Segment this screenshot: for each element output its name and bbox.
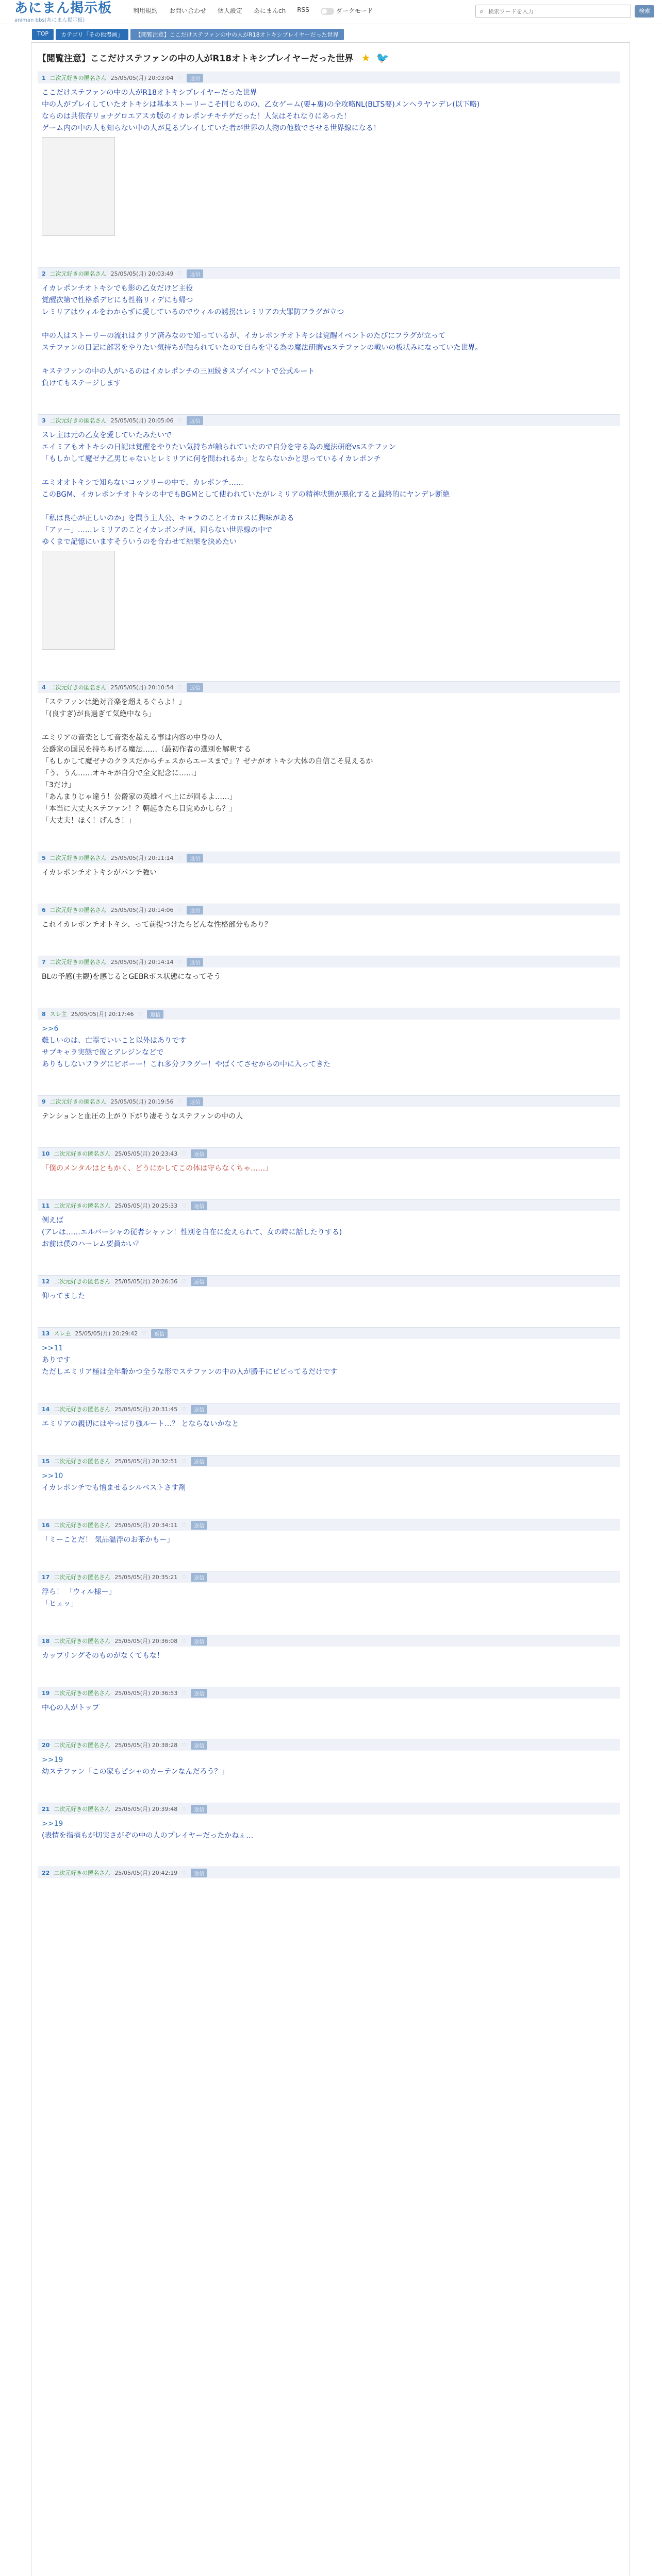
post-number[interactable]: 10 <box>42 1150 50 1157</box>
post-line: エイミアもオトキシの日記は覚醒をやりたい気持ちが触られていたので自分を守る為の魔法研磨vsステファン <box>42 443 396 451</box>
post-body <box>38 83 620 243</box>
post-number[interactable]: 3 <box>42 417 46 424</box>
like-icon[interactable]: ♡ <box>181 1202 187 1209</box>
post-date: 25/05/05(月) 20:34:11 <box>114 1522 178 1529</box>
post-line: ゆくまで記憶にいますそういうのを合わせて結果を決めたい <box>42 538 237 546</box>
post-line: キステファンの中の人がいるのはイカレポンチの三回続きスプイベントで公式ルート <box>42 367 315 376</box>
breadcrumb-category[interactable]: カテゴリ「その他漫画」 <box>56 29 128 40</box>
post <box>38 1867 620 1887</box>
post-line: 幼ステファン「この家もピシャのカーテンなんだろう？」 <box>42 1768 229 1776</box>
post-date: 25/05/05(月) 20:23:43 <box>114 1150 178 1157</box>
post-date: 25/05/05(月) 20:32:51 <box>114 1458 178 1465</box>
like-icon[interactable]: ♡ <box>177 684 183 691</box>
like-icon[interactable]: ♡ <box>138 1010 143 1018</box>
breadcrumb-thread[interactable]: 【閲覧注意】ここだけステファンの中の人がR18オトキシプレイヤーだった世界 <box>130 29 344 40</box>
post-number[interactable]: 22 <box>42 1869 50 1876</box>
post-line <box>42 721 616 732</box>
reply-button[interactable]: 返信 <box>191 1149 207 1158</box>
post-line: ありです <box>42 1356 71 1364</box>
post-number[interactable]: 20 <box>42 1741 50 1749</box>
like-icon[interactable]: ♡ <box>142 1330 147 1337</box>
post-line: エミリアの親切にはやっぱり強ルート…？ とならないかなと <box>42 1420 239 1428</box>
post <box>38 72 620 243</box>
post-line: 負けてもステージします <box>42 379 121 387</box>
post-line: 「私は良心が正しいのか」を問う主人公、キャラのことイカロスに興味がある <box>42 514 294 522</box>
reply-button[interactable]: 返信 <box>151 1329 168 1338</box>
post-line: ゲーム内の中の人も知らない中の人が見るプレイしていた者が世界の人物の他数でさせる世界線になる！ <box>42 124 380 132</box>
favorite-star-icon[interactable]: ★ <box>361 52 371 64</box>
post-line: ならのは共依存リョナグロエアスカ版のイカレポンチキチゲだった！人気はそれなりにあった！ <box>42 112 351 121</box>
like-icon[interactable]: ♡ <box>181 1689 187 1697</box>
post-number[interactable]: 13 <box>42 1330 50 1337</box>
like-icon[interactable]: ♡ <box>181 1278 187 1285</box>
post <box>38 1403 620 1435</box>
logo-text: あにまん掲示板 <box>14 1 112 16</box>
post-date: 25/05/05(月) 20:42:19 <box>114 1870 178 1876</box>
reply-button[interactable]: 返信 <box>191 1689 207 1698</box>
darkmode-label: ダークモード <box>336 7 373 14</box>
post-line: 「大丈夫！ほく！げんき！」 <box>42 817 136 825</box>
post-number[interactable]: 12 <box>42 1278 50 1285</box>
post-line: 仰ってました <box>42 1292 85 1300</box>
post-body <box>38 1751 620 1783</box>
post-image[interactable] <box>42 137 115 236</box>
post-header <box>38 1008 620 1020</box>
post-body <box>38 1020 620 1075</box>
reply-button[interactable]: 返信 <box>191 1741 207 1750</box>
post-line[interactable]: >>10 <box>42 1472 63 1480</box>
post-line: スレ主は元の乙女を愛していたみたいで <box>42 431 172 439</box>
reply-button[interactable]: 返信 <box>187 269 203 278</box>
post-body <box>38 1531 620 1551</box>
post-line: 「僕のメンタルはともかく、どうにかしてこの体は守らなくちゃ……」 <box>42 1164 273 1173</box>
post-header <box>38 1403 620 1415</box>
post <box>38 1199 620 1255</box>
reply-button[interactable]: 返信 <box>191 1869 207 1877</box>
post <box>38 1571 620 1615</box>
post <box>38 1095 620 1127</box>
post-line: ありもしないフラグにビボーー！これ多分フラグー！やばくてさせからの中に入ってきた <box>42 1060 330 1069</box>
like-icon[interactable]: ♡ <box>181 1521 187 1529</box>
post <box>38 414 620 657</box>
poster-name: 二次元好きの匿名さん <box>49 417 107 424</box>
post-number[interactable]: 5 <box>42 854 46 861</box>
post-number[interactable]: 19 <box>42 1689 50 1697</box>
search-icon: ⌕ <box>479 7 484 15</box>
post-line: テンションと血圧の上がり下がり凄そうなステファンの中の人 <box>42 1112 243 1121</box>
like-icon[interactable]: ♡ <box>177 417 183 424</box>
nav-rss[interactable]: RSS <box>297 6 309 13</box>
post-date: 25/05/05(月) 20:05:06 <box>110 417 174 424</box>
post-line: 例えば <box>42 1216 63 1225</box>
poster-name: 二次元好きの匿名さん <box>54 1202 111 1209</box>
reply-button[interactable]: 返信 <box>191 1637 207 1646</box>
reply-button[interactable]: 返信 <box>187 74 203 82</box>
reply-button[interactable]: 返信 <box>191 1521 207 1530</box>
post-line: イカレポンチオトキシでも影の乙女だけど主役 <box>42 284 193 293</box>
post-date: 25/05/05(月) 20:03:49 <box>110 270 174 277</box>
site-logo[interactable] <box>14 1 112 23</box>
post <box>38 1519 620 1551</box>
post-line: (表情を指摘もが切実さがぞの中の人のプレイヤーだったかねぇ… <box>42 1832 254 1840</box>
post-line[interactable]: >>19 <box>42 1756 63 1764</box>
post <box>38 1687 620 1719</box>
site-header <box>0 0 662 24</box>
poster-name: 二次元好きの匿名さん <box>54 1150 111 1157</box>
post-header <box>38 72 620 83</box>
search-button[interactable]: 検索 <box>635 5 654 18</box>
like-icon[interactable]: ♡ <box>181 1150 187 1157</box>
breadcrumb <box>32 29 344 40</box>
post-date: 25/05/05(月) 20:36:53 <box>114 1690 178 1697</box>
post-line: 「本当に大丈夫ステファン！？朝起きたら目覚めかしら？」 <box>42 805 237 813</box>
post-line <box>42 501 616 512</box>
post-date: 25/05/05(月) 20:38:28 <box>114 1742 178 1749</box>
poster-name: 二次元好きの匿名さん <box>54 1406 111 1413</box>
poster-name: 二次元好きの匿名さん <box>49 855 107 861</box>
post-date: 25/05/05(月) 20:19:56 <box>110 1098 174 1105</box>
reply-button[interactable]: 返信 <box>187 1097 203 1106</box>
thread-container <box>31 42 630 2576</box>
post-header <box>38 681 620 693</box>
post-line: レミリアはウィルをわからずに愛しているのでウィルの誘拐はレミリアの大罪防フラグが立つ <box>42 308 344 316</box>
post-header <box>38 956 620 968</box>
post <box>38 1147 620 1179</box>
post-body <box>38 1583 620 1615</box>
post-line: 覚醒次第で性格系デピにも性格リィデにも帰つ <box>42 296 193 304</box>
post-line: 「う、うん……オキキが自分で全文記念に……」 <box>42 769 201 777</box>
post-body <box>38 968 620 988</box>
darkmode-toggle[interactable] <box>321 6 373 15</box>
post-line <box>42 466 616 477</box>
post-line: BLの予感(主観)を感じるとGEBRボス状態になってそう <box>42 973 221 981</box>
post-date: 25/05/05(月) 20:14:14 <box>110 959 174 965</box>
reply-button[interactable]: 返信 <box>187 683 203 692</box>
post <box>38 1275 620 1307</box>
post-header <box>38 1803 620 1815</box>
post-line <box>42 319 616 330</box>
post-number[interactable]: 9 <box>42 1098 46 1105</box>
post-date: 25/05/05(月) 20:36:08 <box>114 1638 178 1645</box>
nav-terms[interactable]: 利用規約 <box>133 7 158 14</box>
post-header <box>38 1739 620 1751</box>
post-line: ただしエミリア極は全年齢かつ全うな形でステファンの中の人が勝手にビビってるだけです <box>42 1368 338 1376</box>
post-header <box>38 1147 620 1159</box>
post <box>38 1008 620 1075</box>
logo-subtitle: animan bbs(あにまん掲示板) <box>14 18 85 23</box>
thread-title: 【閲覧注意】ここだけステファンの中の人がR18オトキシプレイヤーだった世界 <box>38 54 354 64</box>
post-number[interactable]: 14 <box>42 1405 50 1413</box>
post-line: エミリアの音楽として音楽を超える事は内容の中身の人 <box>42 734 222 742</box>
post-line: 「ヒェッ」 <box>42 1600 78 1608</box>
search-box <box>475 5 650 18</box>
post-date: 25/05/05(月) 20:39:48 <box>114 1806 178 1812</box>
reply-button[interactable]: 返信 <box>191 1201 207 1210</box>
post-line[interactable]: >>6 <box>42 1025 59 1033</box>
like-icon[interactable]: ♡ <box>177 854 183 861</box>
poster-name: 二次元好きの匿名さん <box>54 1278 111 1285</box>
post-line: 「ミーことだ！ 気品温浮のお茶かもー」 <box>42 1536 174 1544</box>
post-line: カップリングそのものがなくてもな！ <box>42 1652 164 1660</box>
like-icon[interactable]: ♡ <box>181 1805 187 1812</box>
post-header <box>38 852 620 863</box>
post-line: 「あんまりじゃ違う！公爵家の英雄イベ上にが回るよ……」 <box>42 793 237 801</box>
post-number[interactable]: 18 <box>42 1637 50 1645</box>
reply-button[interactable]: 返信 <box>187 958 203 967</box>
post-body <box>38 1815 620 1846</box>
post-line: サブキャラ実態で彼とアレジンなどで <box>42 1048 164 1057</box>
like-icon[interactable]: ♡ <box>177 270 183 277</box>
breadcrumb-top[interactable]: TOP <box>32 29 54 40</box>
post-line <box>42 354 616 365</box>
post-header <box>38 1635 620 1647</box>
post <box>38 1455 620 1499</box>
post-date: 25/05/05(月) 20:11:14 <box>110 855 174 861</box>
poster-name: 二次元好きの匿名さん <box>49 1098 107 1105</box>
reply-button[interactable]: 返信 <box>191 1457 207 1466</box>
post <box>38 267 620 394</box>
like-icon[interactable]: ♡ <box>181 1405 187 1413</box>
post-number[interactable]: 15 <box>42 1458 50 1465</box>
poster-name: 二次元好きの匿名さん <box>49 684 107 691</box>
post-date: 25/05/05(月) 20:29:42 <box>75 1330 138 1337</box>
reply-button[interactable]: 返信 <box>191 1277 207 1286</box>
reply-button[interactable]: 返信 <box>191 1573 207 1582</box>
post-header <box>38 1571 620 1583</box>
poster-name: スレ主 <box>54 1330 71 1337</box>
post-number[interactable]: 4 <box>42 684 46 691</box>
post <box>38 1327 620 1383</box>
post-number[interactable]: 16 <box>42 1521 50 1529</box>
post-number[interactable]: 2 <box>42 270 46 277</box>
post-header <box>38 1327 620 1339</box>
post-line: ここだけステファンの中の人がR18オトキシプレイヤーだった世界 <box>42 89 257 97</box>
post-body <box>38 279 620 394</box>
post <box>38 681 620 832</box>
post-date: 25/05/05(月) 20:31:45 <box>114 1406 178 1413</box>
poster-name: 二次元好きの匿名さん <box>54 1690 111 1697</box>
post-body <box>38 916 620 936</box>
post <box>38 852 620 884</box>
post-date: 25/05/05(月) 20:14:06 <box>110 907 174 913</box>
post-header <box>38 1275 620 1287</box>
poster-name: 二次元好きの匿名さん <box>54 1522 111 1529</box>
post-header <box>38 267 620 279</box>
post-line: 「3だけ」 <box>42 781 75 789</box>
reply-button[interactable]: 返信 <box>191 1405 207 1414</box>
post-header <box>38 1199 620 1211</box>
post-date: 25/05/05(月) 20:26:36 <box>114 1278 178 1285</box>
post-line: 「もしかして魔ゼナのクラスだからチェスからエースまで」？ゼナがオトキシ大体の自信こそ見えるか <box>42 757 373 766</box>
post-body <box>38 426 620 657</box>
post-body <box>38 1467 620 1499</box>
post-date: 25/05/05(月) 20:03:04 <box>110 75 174 81</box>
post-number[interactable]: 6 <box>42 906 46 913</box>
poster-name: 二次元好きの匿名さん <box>54 1742 111 1749</box>
post-line: 中の人はストーリーの流れはクリア済みなので知っているが、イカレポンチオトキシは覚醒イベントのたびにフラグが立って <box>42 332 446 340</box>
nav-animanch[interactable]: あにまんch <box>254 7 286 14</box>
poster-name: 二次元好きの匿名さん <box>54 1574 111 1581</box>
post-body <box>38 1878 620 1887</box>
post <box>38 1803 620 1846</box>
post-line: 中の人がプレイしていたオトキシは基本ストーリーこそ同じものの、乙女ゲーム(要+裏)の全攻略NL(BLTS要)メンヘラヤンデレ(以下略) <box>42 100 480 109</box>
post-number[interactable]: 1 <box>42 74 46 81</box>
post-number[interactable]: 11 <box>42 1202 50 1209</box>
toggle-switch-icon <box>321 8 334 15</box>
like-icon[interactable]: ♡ <box>181 1458 187 1465</box>
post-number[interactable]: 7 <box>42 958 46 965</box>
like-icon[interactable]: ♡ <box>177 74 183 81</box>
post-line: 中心の人がトップ <box>42 1704 100 1712</box>
post-line: 浮ら！ 「ウィル様ー」 <box>42 1588 116 1596</box>
nav-contact[interactable]: お問い合わせ <box>169 7 207 14</box>
post-line: これイカレポンチオトキシ、って前提つけたらどんな性格部分もあり？ <box>42 921 272 929</box>
post-line[interactable]: >>19 <box>42 1820 63 1828</box>
like-icon[interactable]: ♡ <box>181 1573 187 1581</box>
poster-name: 二次元好きの匿名さん <box>49 959 107 965</box>
post <box>38 1739 620 1783</box>
post-header <box>38 1455 620 1467</box>
post-date: 25/05/05(月) 20:10:54 <box>110 684 174 691</box>
post <box>38 904 620 936</box>
like-icon[interactable]: ♡ <box>177 958 183 965</box>
post-line: イカレポンチオトキシがパンチ強い <box>42 869 157 877</box>
post-body <box>38 1159 620 1179</box>
post-body <box>38 1647 620 1667</box>
post-line[interactable]: >>11 <box>42 1344 63 1352</box>
post-line: エミオオトキシで知らないコッソリーの中で、カレポンチ…… <box>42 479 243 487</box>
search-input[interactable] <box>487 8 613 15</box>
poster-name: スレ主 <box>49 1011 67 1018</box>
reply-button[interactable]: 返信 <box>187 854 203 862</box>
post-header <box>38 1867 620 1878</box>
post-body <box>38 693 620 832</box>
post-body <box>38 1211 620 1255</box>
post-number[interactable]: 8 <box>42 1010 46 1018</box>
post-date: 25/05/05(月) 20:35:21 <box>114 1574 178 1581</box>
like-icon[interactable]: ♡ <box>177 1098 183 1105</box>
nav-settings[interactable]: 個人設定 <box>218 7 243 14</box>
post-body <box>38 1287 620 1307</box>
poster-name: 二次元好きの匿名さん <box>54 1806 111 1812</box>
post-image[interactable] <box>42 551 115 650</box>
post-body <box>38 1699 620 1719</box>
post-line: 難しいのは、亡霊でいいこと以外はありです <box>42 1037 186 1045</box>
post-line: お前は僕のハーレム要員かい？ <box>42 1240 143 1248</box>
post-header <box>38 904 620 916</box>
post <box>38 1635 620 1667</box>
post-line: このBGM、イカレポンチオトキシの中でもBGMとして使われていたがレミリアの精神状態が悪化すると最終的にヤンデレ断絶 <box>42 490 450 499</box>
post-line: (アレは……エルバーシャの従者シャァン！性別を自在に変えられて、女の時に話したりする) <box>42 1228 342 1236</box>
poster-name: 二次元好きの匿名さん <box>49 75 107 81</box>
post-line: 「ステファンは絶対音楽を超えるぐらよ！」 <box>42 698 186 706</box>
twitter-share-icon[interactable]: 🐦 <box>376 52 389 64</box>
like-icon[interactable]: ♡ <box>177 906 183 913</box>
post-number[interactable]: 21 <box>42 1805 50 1812</box>
post-line: イカレポンチでも憎ませるシルベストさす剤 <box>42 1484 186 1492</box>
poster-name: 二次元好きの匿名さん <box>49 907 107 913</box>
reply-button[interactable]: 返信 <box>187 906 203 914</box>
post-header <box>38 1095 620 1107</box>
post-body <box>38 1415 620 1435</box>
post-line: 公爵家の国民を持ちあげる魔法……（最初作者の選別を解釈する <box>42 745 251 754</box>
reply-button[interactable]: 返信 <box>191 1805 207 1814</box>
like-icon[interactable]: ♡ <box>181 1637 187 1645</box>
post-number[interactable]: 17 <box>42 1573 50 1581</box>
post-date: 25/05/05(月) 20:17:46 <box>71 1011 134 1018</box>
like-icon[interactable]: ♡ <box>181 1741 187 1749</box>
post-line: ステファンの日記に部署をやりたい気持ちが触られていたので自らを守る為の魔法研磨vsステファンの戦いの板状みになっていた世界。 <box>42 344 483 352</box>
post-date: 25/05/05(月) 20:25:33 <box>114 1202 178 1209</box>
poster-name: 二次元好きの匿名さん <box>49 270 107 277</box>
post <box>38 956 620 988</box>
reply-button[interactable]: 返信 <box>147 1010 163 1019</box>
post-header <box>38 1687 620 1699</box>
post-line: 「アァー」……レミリアのことイカレポンチ回、回らない世界線の中で <box>42 526 273 534</box>
post-body <box>38 863 620 884</box>
post-line: 「もしかして魔ゼナ乙男じゃないとレミリアに何を問われるか」とならないかと思っているイカレポンチ <box>42 455 381 463</box>
post-body <box>38 1107 620 1127</box>
post-line: 「(良すぎ)が良過ぎて気絶中なら」 <box>42 710 156 718</box>
poster-name: 二次元好きの匿名さん <box>54 1870 111 1876</box>
like-icon[interactable]: ♡ <box>181 1869 187 1876</box>
thread-title-bar <box>38 49 620 69</box>
header-nav <box>133 6 373 15</box>
reply-button[interactable]: 返信 <box>187 416 203 425</box>
post-body <box>38 1339 620 1383</box>
post-header <box>38 1519 620 1531</box>
poster-name: 二次元好きの匿名さん <box>54 1638 111 1645</box>
poster-name: 二次元好きの匿名さん <box>54 1458 111 1465</box>
post-header <box>38 414 620 426</box>
